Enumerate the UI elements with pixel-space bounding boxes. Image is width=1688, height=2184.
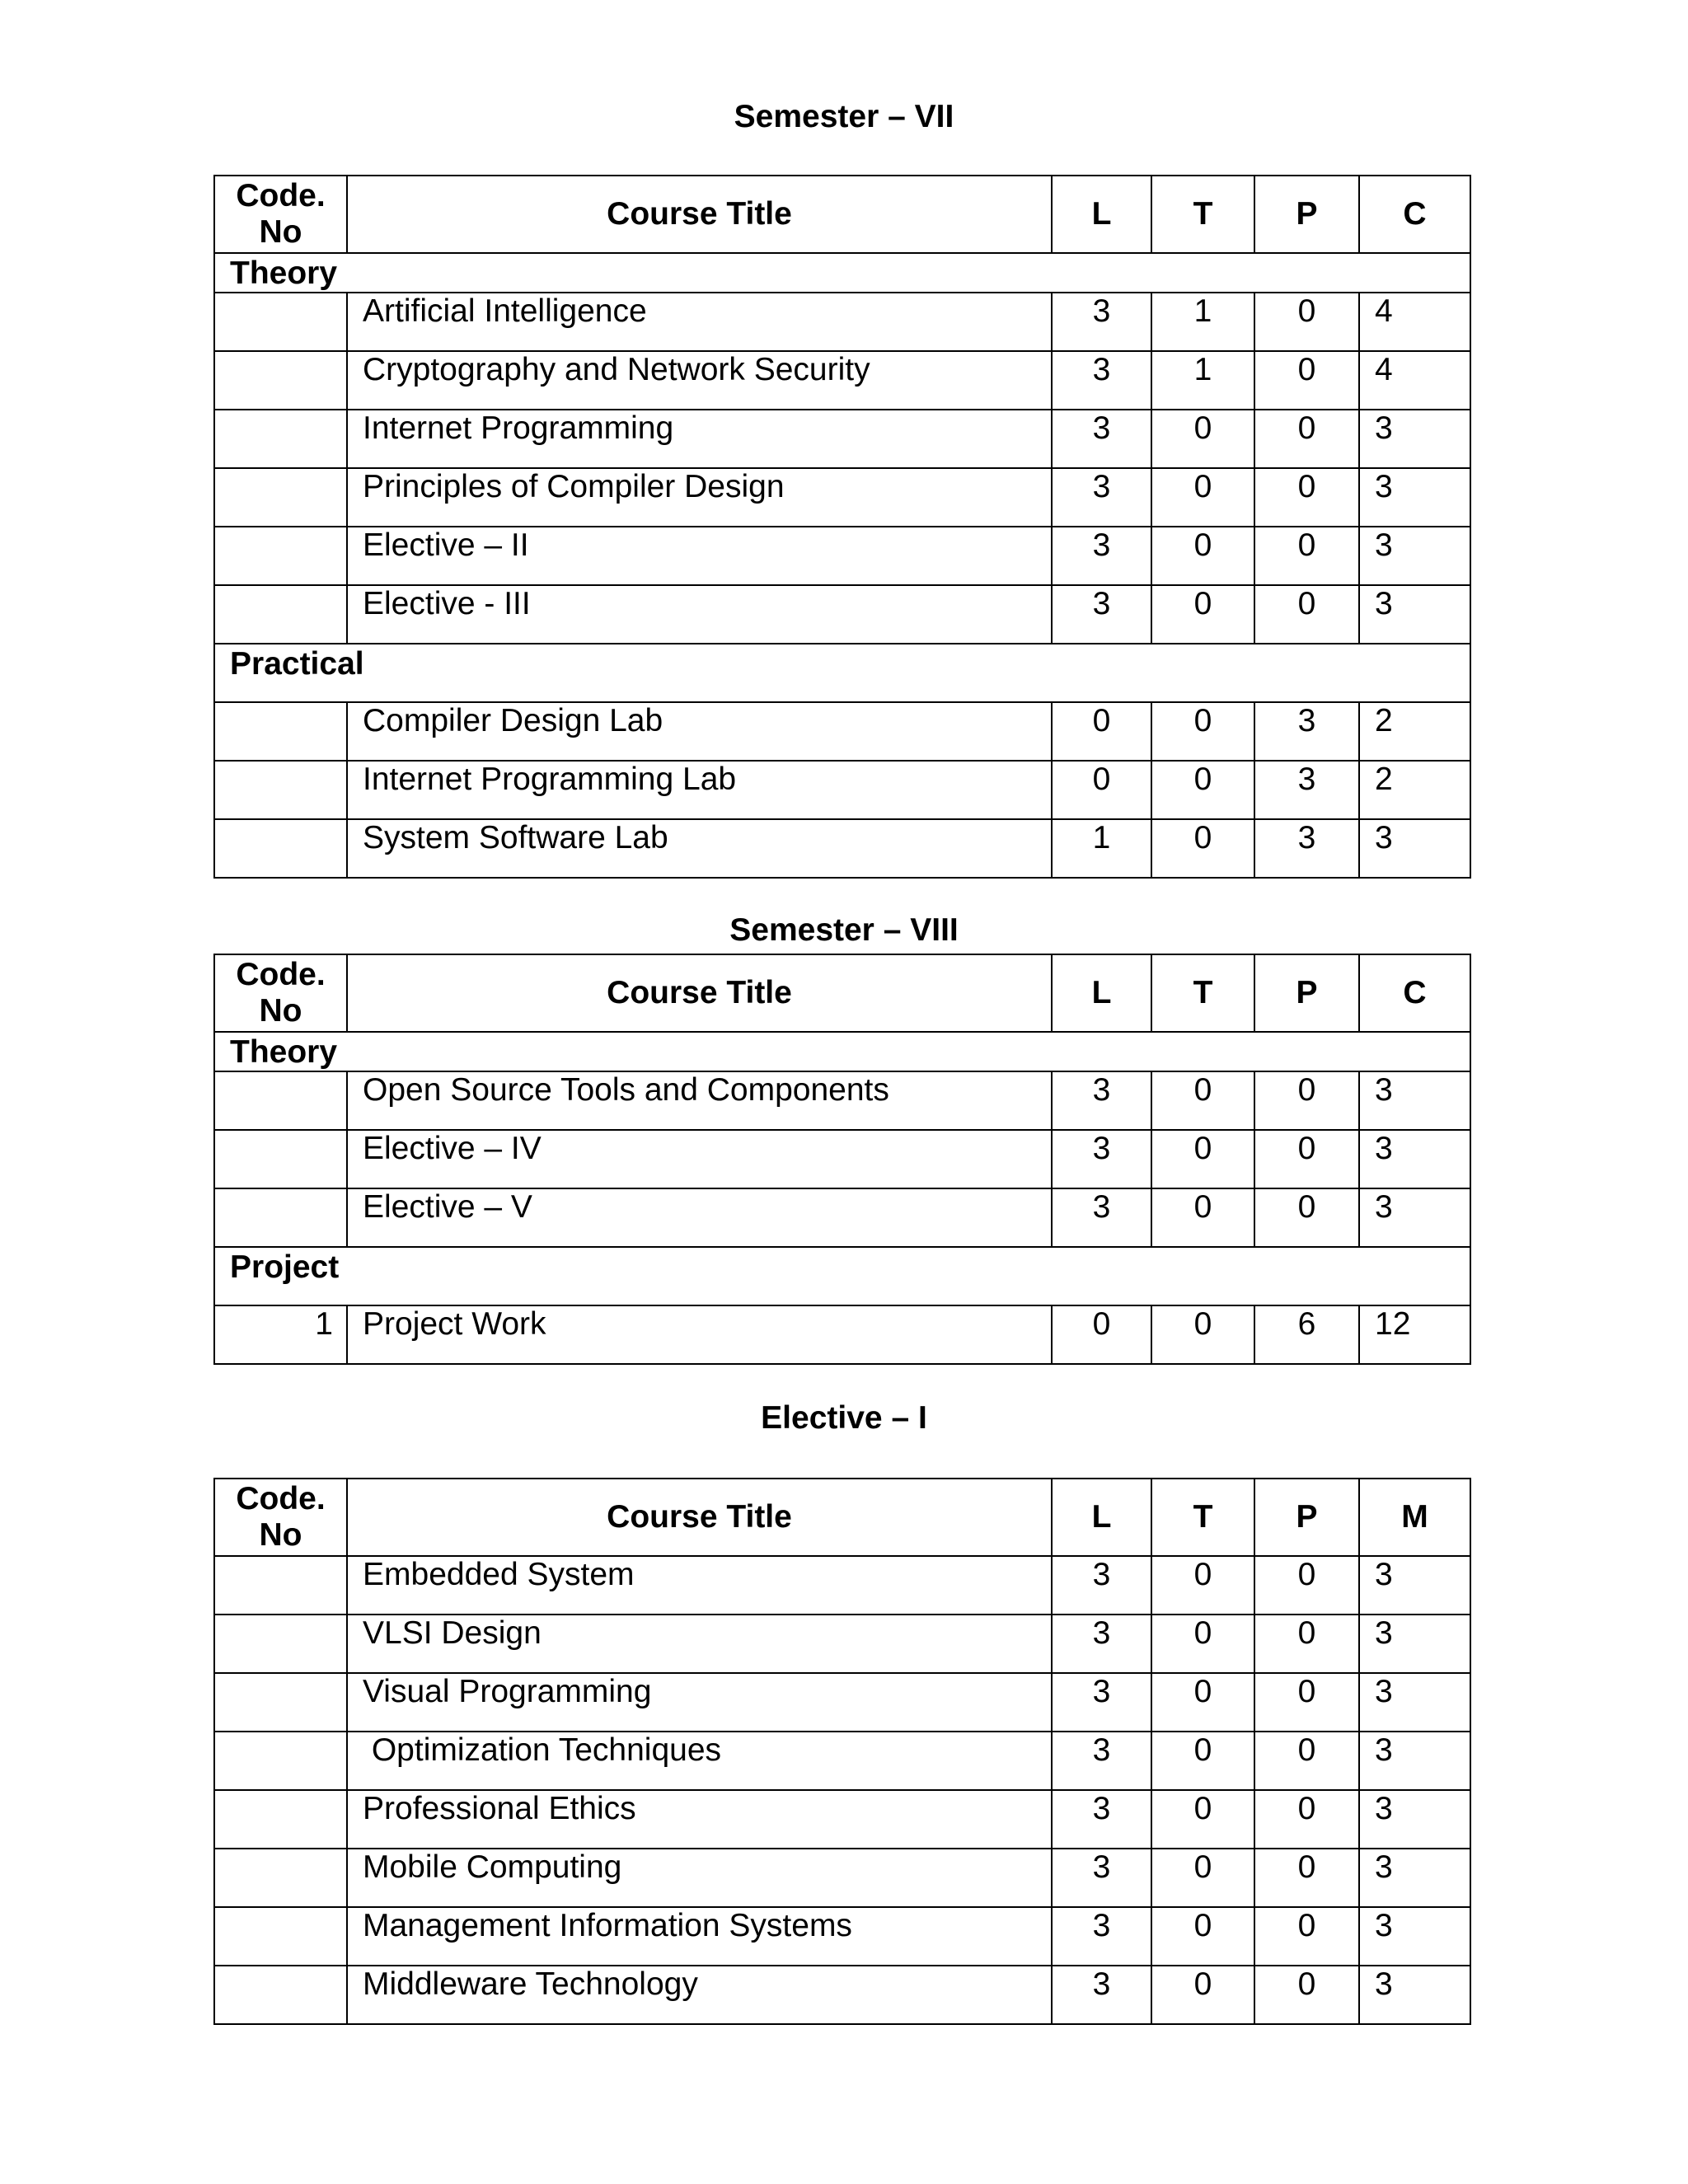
lecture-hours: 3 — [1052, 410, 1151, 468]
course-row — [214, 351, 1470, 410]
course-row — [214, 527, 1470, 585]
header-t: T — [1151, 954, 1254, 1032]
course-code — [214, 1556, 347, 1615]
credits: 3 — [1359, 1130, 1470, 1188]
lecture-hours: 3 — [1052, 1615, 1151, 1673]
course-code — [214, 1732, 347, 1790]
credits: 3 — [1359, 468, 1470, 527]
course-code — [214, 702, 347, 761]
practical-hours: 3 — [1254, 819, 1359, 878]
lecture-hours: 3 — [1052, 527, 1151, 585]
course-title: Cryptography and Network Security — [347, 351, 1052, 410]
course-title: Project Work — [347, 1305, 1052, 1364]
elective-1-table — [213, 1478, 1471, 2025]
header-row — [214, 1479, 1470, 1556]
course-row — [214, 585, 1470, 644]
practical-hours: 0 — [1254, 293, 1359, 351]
practical-hours: 3 — [1254, 761, 1359, 819]
sem8-project-rows — [214, 1305, 1470, 1364]
course-title: Internet Programming — [347, 410, 1052, 468]
lecture-hours: 0 — [1052, 702, 1151, 761]
practical-hours: 0 — [1254, 1130, 1359, 1188]
tutorial-hours: 0 — [1151, 468, 1254, 527]
lecture-hours: 3 — [1052, 585, 1151, 644]
credits: 3 — [1359, 819, 1470, 878]
tutorial-hours: 0 — [1151, 1188, 1254, 1247]
course-code — [214, 1790, 347, 1849]
tutorial-hours: 0 — [1151, 761, 1254, 819]
course-code — [214, 527, 347, 585]
course-code — [214, 819, 347, 878]
lecture-hours: 3 — [1052, 351, 1151, 410]
header-t: T — [1151, 1479, 1254, 1556]
course-title: Mobile Computing — [347, 1849, 1052, 1907]
course-row — [214, 1305, 1470, 1364]
credits: 4 — [1359, 293, 1470, 351]
tutorial-hours: 0 — [1151, 410, 1254, 468]
course-title: Internet Programming Lab — [347, 761, 1052, 819]
lecture-hours: 3 — [1052, 1556, 1151, 1615]
tutorial-hours: 0 — [1151, 1130, 1254, 1188]
lecture-hours: 3 — [1052, 1849, 1151, 1907]
course-title: Elective – V — [347, 1188, 1052, 1247]
group-row — [214, 1032, 1470, 1071]
course-row — [214, 468, 1470, 527]
credits: 3 — [1359, 1556, 1470, 1615]
course-row — [214, 1130, 1470, 1188]
header-l: L — [1052, 1479, 1151, 1556]
course-code — [214, 1966, 347, 2024]
sem8-theory-rows — [214, 1071, 1470, 1247]
tutorial-hours: 0 — [1151, 1615, 1254, 1673]
practical-hours: 0 — [1254, 1556, 1359, 1615]
header-l: L — [1052, 176, 1151, 253]
course-title: Embedded System — [347, 1556, 1052, 1615]
header-c: C — [1359, 176, 1470, 253]
practical-hours: 0 — [1254, 1732, 1359, 1790]
course-title: Professional Ethics — [347, 1790, 1052, 1849]
semester-8-table — [213, 954, 1471, 1365]
course-title: Visual Programming — [347, 1673, 1052, 1732]
tutorial-hours: 0 — [1151, 1732, 1254, 1790]
credits: 3 — [1359, 1907, 1470, 1966]
tutorial-hours: 0 — [1151, 819, 1254, 878]
tutorial-hours: 0 — [1151, 1305, 1254, 1364]
tutorial-hours: 0 — [1151, 1966, 1254, 2024]
header-t: T — [1151, 176, 1254, 253]
practical-hours: 0 — [1254, 351, 1359, 410]
credits: 3 — [1359, 1849, 1470, 1907]
semester-7-table — [213, 175, 1471, 879]
course-code — [214, 1188, 347, 1247]
course-row — [214, 293, 1470, 351]
credits: 12 — [1359, 1305, 1470, 1364]
lecture-hours: 3 — [1052, 1130, 1151, 1188]
course-title: System Software Lab — [347, 819, 1052, 878]
course-row — [214, 1556, 1470, 1615]
course-row — [214, 1188, 1470, 1247]
credits: 4 — [1359, 351, 1470, 410]
credits: 2 — [1359, 702, 1470, 761]
course-row — [214, 1907, 1470, 1966]
course-code: 1 — [214, 1305, 347, 1364]
group-row — [214, 1247, 1470, 1305]
course-row — [214, 1966, 1470, 2024]
course-code — [214, 1130, 347, 1188]
lecture-hours: 3 — [1052, 1673, 1151, 1732]
practical-hours: 0 — [1254, 468, 1359, 527]
course-row — [214, 1071, 1470, 1130]
course-title: Principles of Compiler Design — [347, 468, 1052, 527]
elective-1-rows — [214, 1556, 1470, 2024]
credits: 3 — [1359, 1732, 1470, 1790]
course-code — [214, 1615, 347, 1673]
practical-hours: 0 — [1254, 1849, 1359, 1907]
header-l: L — [1052, 954, 1151, 1032]
group-row — [214, 253, 1470, 293]
credits: 3 — [1359, 1790, 1470, 1849]
course-code — [214, 585, 347, 644]
lecture-hours: 3 — [1052, 1907, 1151, 1966]
practical-hours: 0 — [1254, 1790, 1359, 1849]
course-code — [214, 1907, 347, 1966]
credits: 2 — [1359, 761, 1470, 819]
group-label-practical: Practical — [214, 644, 1470, 702]
header-code: Code. No — [214, 954, 347, 1032]
header-p: P — [1254, 176, 1359, 253]
lecture-hours: 3 — [1052, 1790, 1151, 1849]
credits: 3 — [1359, 527, 1470, 585]
course-code — [214, 468, 347, 527]
credits: 3 — [1359, 1615, 1470, 1673]
practical-hours: 0 — [1254, 527, 1359, 585]
header-row — [214, 176, 1470, 253]
course-title: VLSI Design — [347, 1615, 1052, 1673]
credits: 3 — [1359, 1966, 1470, 2024]
course-row — [214, 1673, 1470, 1732]
tutorial-hours: 0 — [1151, 1556, 1254, 1615]
course-row — [214, 761, 1470, 819]
credits: 3 — [1359, 1188, 1470, 1247]
header-course-title: Course Title — [347, 1479, 1052, 1556]
course-title: Artificial Intelligence — [347, 293, 1052, 351]
practical-hours: 0 — [1254, 1673, 1359, 1732]
course-title: Compiler Design Lab — [347, 702, 1052, 761]
lecture-hours: 3 — [1052, 1188, 1151, 1247]
credits: 3 — [1359, 1071, 1470, 1130]
course-row — [214, 702, 1470, 761]
course-code — [214, 1071, 347, 1130]
header-code: Code. No — [214, 176, 347, 253]
course-row — [214, 410, 1470, 468]
group-row — [214, 644, 1470, 702]
credits: 3 — [1359, 585, 1470, 644]
header-code: Code. No — [214, 1479, 347, 1556]
lecture-hours: 3 — [1052, 293, 1151, 351]
course-code — [214, 293, 347, 351]
group-label-theory: Theory — [214, 253, 1470, 293]
course-code — [214, 1673, 347, 1732]
practical-hours: 0 — [1254, 585, 1359, 644]
course-title: Elective – II — [347, 527, 1052, 585]
course-title: Optimization Techniques — [347, 1732, 1052, 1790]
group-label-project: Project — [214, 1247, 1470, 1305]
course-code — [214, 410, 347, 468]
course-title: Management Information Systems — [347, 1907, 1052, 1966]
lecture-hours: 1 — [1052, 819, 1151, 878]
tutorial-hours: 0 — [1151, 702, 1254, 761]
course-row — [214, 1615, 1470, 1673]
tutorial-hours: 1 — [1151, 293, 1254, 351]
practical-hours: 0 — [1254, 1907, 1359, 1966]
header-course-title: Course Title — [347, 954, 1052, 1032]
header-row — [214, 954, 1470, 1032]
header-p: P — [1254, 954, 1359, 1032]
lecture-hours: 3 — [1052, 1966, 1151, 2024]
practical-hours: 0 — [1254, 1966, 1359, 2024]
course-row — [214, 1790, 1470, 1849]
sem7-theory-rows — [214, 293, 1470, 644]
sem7-practical-rows — [214, 702, 1470, 878]
practical-hours: 0 — [1254, 410, 1359, 468]
course-code — [214, 351, 347, 410]
group-label-theory: Theory — [214, 1032, 1470, 1071]
tutorial-hours: 0 — [1151, 1849, 1254, 1907]
header-p: P — [1254, 1479, 1359, 1556]
lecture-hours: 3 — [1052, 1071, 1151, 1130]
header-m: M — [1359, 1479, 1470, 1556]
tutorial-hours: 1 — [1151, 351, 1254, 410]
tutorial-hours: 0 — [1151, 527, 1254, 585]
practical-hours: 6 — [1254, 1305, 1359, 1364]
course-title: Elective - III — [347, 585, 1052, 644]
lecture-hours: 3 — [1052, 468, 1151, 527]
practical-hours: 0 — [1254, 1615, 1359, 1673]
course-title: Open Source Tools and Components — [347, 1071, 1052, 1130]
semester-7-title: Semester – VII — [734, 99, 954, 134]
course-code — [214, 761, 347, 819]
course-row — [214, 1732, 1470, 1790]
course-title: Elective – IV — [347, 1130, 1052, 1188]
course-code — [214, 1849, 347, 1907]
practical-hours: 0 — [1254, 1188, 1359, 1247]
practical-hours: 0 — [1254, 1071, 1359, 1130]
course-title: Middleware Technology — [347, 1966, 1052, 2024]
practical-hours: 3 — [1254, 702, 1359, 761]
semester-8-title: Semester – VIII — [729, 912, 959, 948]
lecture-hours: 3 — [1052, 1732, 1151, 1790]
header-course-title: Course Title — [347, 176, 1052, 253]
tutorial-hours: 0 — [1151, 585, 1254, 644]
tutorial-hours: 0 — [1151, 1673, 1254, 1732]
credits: 3 — [1359, 410, 1470, 468]
tutorial-hours: 0 — [1151, 1907, 1254, 1966]
lecture-hours: 0 — [1052, 1305, 1151, 1364]
elective-1-title: Elective – I — [761, 1400, 927, 1436]
header-c: C — [1359, 954, 1470, 1032]
course-row — [214, 1849, 1470, 1907]
course-row — [214, 819, 1470, 878]
credits: 3 — [1359, 1673, 1470, 1732]
tutorial-hours: 0 — [1151, 1071, 1254, 1130]
tutorial-hours: 0 — [1151, 1790, 1254, 1849]
lecture-hours: 0 — [1052, 761, 1151, 819]
